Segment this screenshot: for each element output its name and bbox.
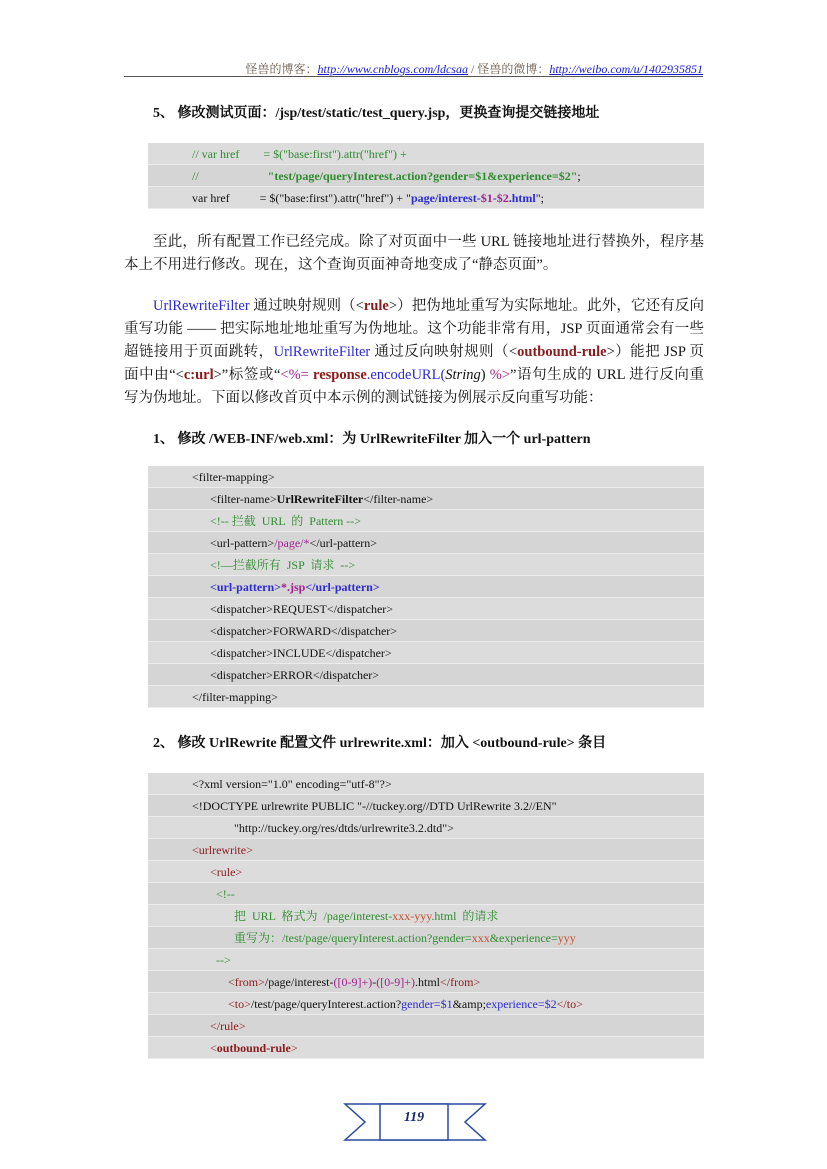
code-line <box>148 861 704 883</box>
code-block-3 <box>148 773 704 1059</box>
text-segment: $2 <box>496 191 509 205</box>
code-line <box>148 795 704 817</box>
code-line <box>148 773 704 795</box>
text-segment: </filter-mapping> <box>192 690 278 704</box>
text-segment: <dispatcher>ERROR</dispatcher> <box>192 668 380 682</box>
text-segment: <filter-mapping> <box>192 470 275 484</box>
code-block-1 <box>148 143 704 209</box>
blog-link[interactable]: http://www.cnblogs.com/ldcsaa <box>317 62 468 76</box>
text-segment: ([0-9]+) <box>333 975 373 989</box>
text-segment: String <box>445 367 481 383</box>
text-segment: 重写为：/test/page/queryInterest.action?gender= <box>192 931 472 945</box>
text-segment: outbound-rule <box>216 1041 291 1055</box>
text-segment: // <box>192 169 268 183</box>
text-segment: .html <box>508 191 536 205</box>
text-segment: // var href <box>192 147 264 161</box>
text-segment: --> <box>192 953 231 967</box>
code-line <box>148 1015 704 1037</box>
code-line <box>148 971 704 993</box>
text-segment: yyy <box>557 931 576 945</box>
text-segment: &experience= <box>489 931 558 945</box>
text-segment: 至此，所有配置工作已经完成。除了对页面中一些 URL 链接地址进行替换外，程序基本上不用进行修改。现在，这个查询页面神奇地变成了“静态页面”。 <box>124 234 704 273</box>
text-segment: </url-pattern> <box>305 580 380 594</box>
text-segment: <dispatcher>FORWARD</dispatcher> <box>192 624 398 638</box>
text-segment: <rule> <box>192 865 243 879</box>
text-segment: &amp; <box>452 997 486 1011</box>
text-segment: </to> <box>556 997 583 1011</box>
text-segment: UrlRewriteFilter <box>273 344 371 360</box>
text-segment: <dispatcher>REQUEST</dispatcher> <box>192 602 394 616</box>
blog-label: 怪兽的博客： <box>245 62 318 76</box>
text-segment: ) <box>480 367 490 383</box>
text-segment: "http://tuckey.org/res/dtds/urlrewrite3.2.dtd"> <box>192 821 454 835</box>
text-segment: page/interest- <box>410 191 481 205</box>
code-block-2 <box>148 466 704 708</box>
code-line <box>148 883 704 905</box>
text-segment: <url-pattern> <box>192 580 281 594</box>
text-segment: "test/page/queryInterest.action?gender=$1&experience=$2" <box>267 169 578 183</box>
text-segment: *.jsp <box>281 580 306 594</box>
code-line <box>148 620 704 642</box>
code-line <box>148 598 704 620</box>
text-segment: 通过映射规则（< <box>249 298 364 314</box>
code-line <box>148 532 704 554</box>
text-segment: ([0-9]+) <box>376 975 416 989</box>
text-segment: <filter-name> <box>192 492 277 506</box>
text-segment: > <box>290 1041 298 1055</box>
text-segment: /test/page/queryInterest.action? <box>250 997 402 1011</box>
code-line <box>148 165 704 187</box>
text-segment: <from> <box>192 975 265 989</box>
text-segment: UrlRewriteFilter <box>153 298 250 314</box>
text-segment: </from> <box>440 975 481 989</box>
text-segment: response <box>313 367 367 383</box>
text-segment: ; <box>577 169 581 183</box>
text-segment: - <box>492 191 497 205</box>
text-segment: experience=$2 <box>485 997 557 1011</box>
text-segment: c:url <box>183 367 214 383</box>
text-segment: "; <box>535 191 544 205</box>
text-segment: xxx-yyy <box>392 909 432 923</box>
weibo-link[interactable]: http://weibo.com/u/1402935851 <box>549 62 703 76</box>
code-line <box>148 839 704 861</box>
code-line <box>148 466 704 488</box>
text-segment: 通过反向映射规则（< <box>370 344 518 360</box>
text-segment: .html <box>415 975 441 989</box>
code-line <box>148 187 704 209</box>
page-number: 119 <box>403 1110 425 1125</box>
code-line <box>148 993 704 1015</box>
code-line <box>148 554 704 576</box>
text-segment: >）把伪地址重写为实际地址。此外，它还有反向重写功能 —— 把实际地址地址重写为伪地址。这个功能非常有用，JSP 页面通常会有一些超链接用于页面跳转， <box>124 298 704 360</box>
text-segment: /page/interest- <box>264 975 334 989</box>
paragraph-1 <box>124 231 704 277</box>
text-segment: <urlrewrite> <box>192 843 253 857</box>
weibo-label: 怪兽的微博： <box>477 62 550 76</box>
code-line <box>148 642 704 664</box>
paragraph-2 <box>124 295 704 410</box>
header-separator: / <box>467 62 478 76</box>
code-line <box>148 817 704 839</box>
code-line <box>148 576 704 598</box>
text-segment: %> <box>489 367 511 383</box>
text-segment: ”语句生成的 URL 进行反向重写为伪地址。下面以修改首页中本示例的测试链接为例展示反向重写功能： <box>124 367 704 406</box>
text-segment: </filter-name> <box>363 492 434 506</box>
text-segment: >）能把 JSP 页面中由“< <box>124 344 705 383</box>
text-segment: < <box>192 1041 217 1055</box>
text-segment: .encodeURL( <box>366 367 446 383</box>
text-segment: <dispatcher>INCLUDE</dispatcher> <box>192 646 392 660</box>
text-segment: <%= <box>280 367 314 383</box>
step-heading-2: 2、 修改 UrlRewrite 配置文件 urlrewrite.xml：加入 <outbound-rule> 条目 <box>153 736 607 751</box>
text-segment: </url-pattern> <box>309 536 378 550</box>
code-line <box>148 949 704 971</box>
text-segment: .html 的请求 <box>431 909 499 923</box>
text-segment: var href = $("base:first").attr("href") + " <box>192 191 411 205</box>
text-segment: gender=$1 <box>401 997 453 1011</box>
code-line <box>148 143 704 165</box>
text-segment: <to> <box>192 997 251 1011</box>
text-segment: <!-- 拦截 URL 的 Pattern --> <box>192 514 362 528</box>
code-line <box>148 905 704 927</box>
text-segment: <!DOCTYPE urlrewrite PUBLIC "-//tuckey.org//DTD UrlRewrite 3.2//EN" <box>192 799 557 813</box>
code-line <box>148 488 704 510</box>
section-heading-5: 5、 修改测试页面：/jsp/test/static/test_query.jsp，更换查询提交链接地址 <box>153 106 600 121</box>
code-line <box>148 686 704 708</box>
text-segment: </rule> <box>192 1019 246 1033</box>
step-heading-1: 1、 修改 /WEB-INF/web.xml：为 UrlRewriteFilter 加入一个 url-pattern <box>153 432 591 447</box>
text-segment: 把 URL 格式为 /page/interest- <box>192 909 393 923</box>
text-segment: xxx <box>471 931 490 945</box>
text-segment: outbound-rule <box>517 344 607 360</box>
text-segment: <url-pattern> <box>192 536 275 550</box>
text-segment: >”标签或“ <box>213 367 281 383</box>
code-line <box>148 1037 704 1059</box>
text-segment: $1 <box>480 191 493 205</box>
code-line <box>148 664 704 686</box>
text-segment: = $("base:first").attr("href") + <box>263 147 407 161</box>
header-divider <box>124 76 703 77</box>
page-header <box>246 60 703 77</box>
text-segment: /page/* <box>274 536 310 550</box>
text-segment: UrlRewriteFilter <box>276 492 364 506</box>
code-line <box>148 510 704 532</box>
text-segment: <!—拦截所有 JSP 请求 --> <box>192 558 356 572</box>
text-segment: <?xml version="1.0" encoding="utf-8"?> <box>192 777 392 791</box>
code-line <box>148 927 704 949</box>
text-segment: - <box>372 975 377 989</box>
text-segment: rule <box>363 298 389 314</box>
text-segment: <!-- <box>192 887 235 901</box>
